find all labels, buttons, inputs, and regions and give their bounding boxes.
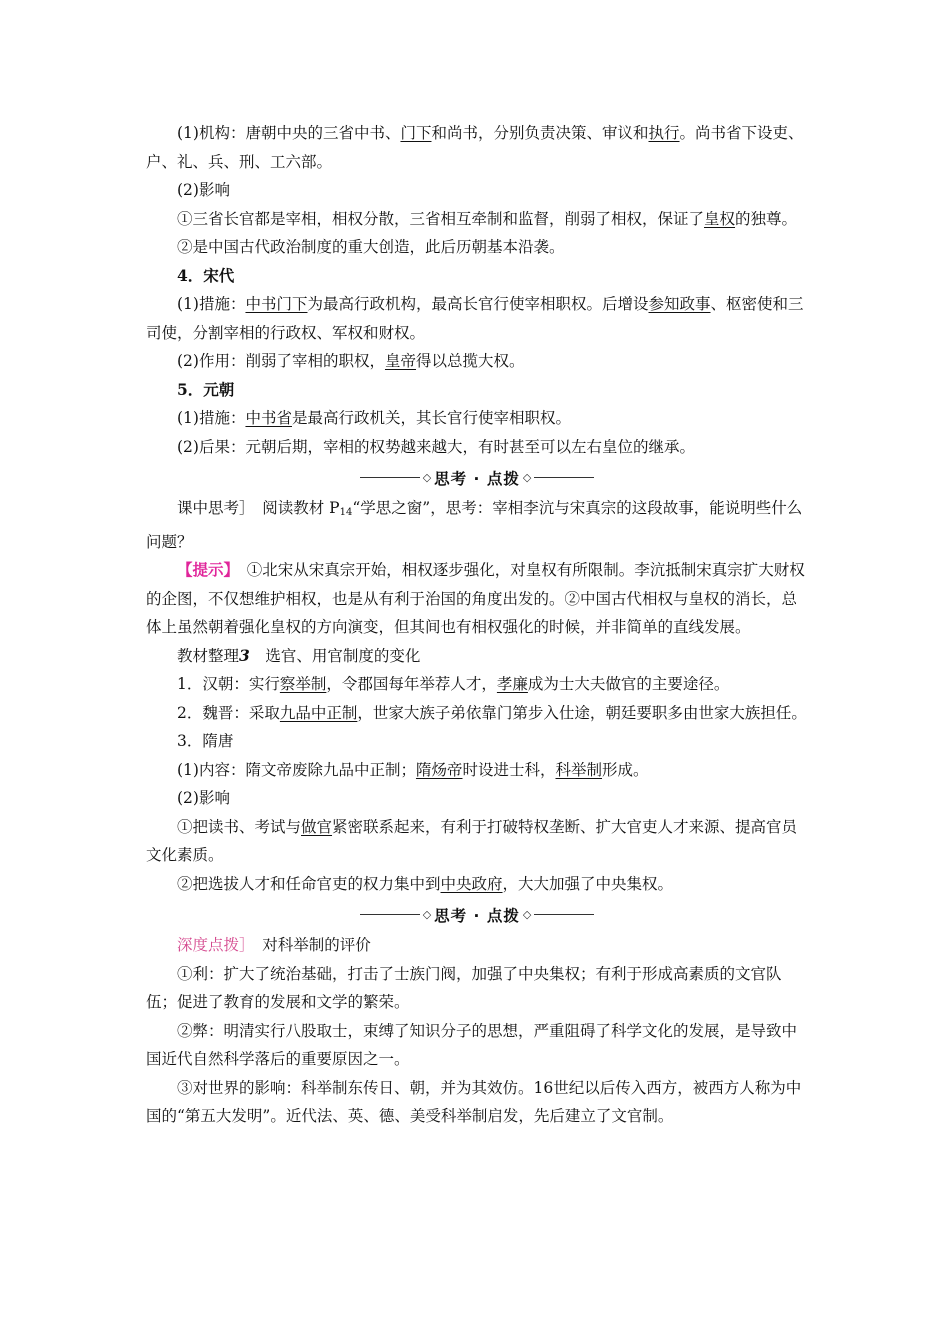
underlined-answer: 皇帝 (384, 352, 416, 370)
paragraph: (2)影响 (177, 789, 230, 807)
underlined-answer: 参知政事 (648, 295, 711, 313)
paragraph: ①把读书、考试与做官紧密联系起来，有利于打破特权垄断、扩大官吏人才来源、提高官员文化素质。 (146, 817, 798, 864)
document-body (146, 119, 808, 1131)
analysis-label: 深度点拨］ (177, 936, 247, 954)
divider-label: 思考 · 点拨 (434, 469, 520, 488)
hint-label: 【提示】 (177, 560, 232, 579)
underlined-answer: 科举制 (555, 760, 603, 779)
section-divider (146, 898, 808, 931)
diamond-icon: ◇ (422, 908, 432, 921)
underlined-answer: 隋炀帝 (415, 760, 463, 779)
underlined-answer: 做官 (301, 817, 333, 836)
section-divider (146, 461, 808, 494)
underlined-answer: 执行 (648, 124, 680, 142)
paragraph: ①利：扩大了统治基础，打击了士族门阀，加强了中央集权；有利于形成高素质的文官队伍；促进了教育的发展和文学的繁荣。 (146, 964, 782, 1011)
analysis-title: 深度点拨］ 对科举制的评价 (177, 936, 371, 954)
paragraph: ②把选拔人才和任命官吏的权力集中到中央政府，大大加强了中央集权。 (177, 874, 674, 893)
paragraph: ②是中国古代政治制度的重大创造，此后历朝基本沿袭。 (177, 238, 565, 256)
section-heading: 3．隋唐 (177, 732, 234, 750)
section-heading: 4．宋代 (177, 265, 235, 285)
paragraph: 2．魏晋：采取九品中正制，世家大族子弟依靠门第步入仕途，朝廷要职多由世家大族担任。 (177, 703, 807, 722)
underlined-answer: 中书门下 (245, 295, 308, 313)
paragraph: ③对世界的影响：科举制东传日、朝，并为其效仿。16世纪以后传入西方，被西方人称为中国的“第五大发明”。近代法、英、德、美受科举制启发，先后建立了文官制。 (146, 1078, 802, 1125)
paragraph: ②弊：明清实行八股取士，束缚了知识分子的思想，严重阻碍了科学文化的发展，是导致中国近代自然科学落后的重要原因之一。 (146, 1021, 798, 1068)
divider-line (534, 477, 594, 478)
hint-paragraph: 【提示】 ①北宋从宋真宗开始，相权逐步强化，对皇权有所限制。李沆抵制宋真宗扩大财权的企图，不仅想维护相权，也是从有利于治国的角度出发的。②中国古代相权与皇权的消长，总体上虽然朝着强化皇权的方向演变，但其间也有相权强化的时候，并非简单的直线发展。 (146, 560, 805, 636)
paragraph: 1．汉朝：实行察举制，令郡国每年举荐人才，孝廉成为士大夫做官的主要途径。 (177, 675, 730, 693)
underlined-answer: 察举制 (279, 675, 327, 693)
section-heading: 5．元朝 (177, 379, 235, 399)
paragraph: (2)后果：元朝后期，宰相的权势越来越大，有时甚至可以左右皇位的继承。 (177, 437, 695, 456)
divider-line (534, 914, 594, 915)
question-paragraph: 课中思考］ 阅读教材 $P_{14}“$学思之窗”，思考：宰相李沆与宋真宗的这段故事，能说明些什么问题？ (146, 499, 803, 551)
paragraph: (1)措施：中书省是最高行政机关，其长官行使宰相职权。 (177, 409, 571, 427)
diamond-icon: ◇ (522, 908, 532, 921)
divider-line (360, 914, 420, 915)
underlined-answer: 孝廉 (496, 675, 528, 693)
underlined-answer: 皇权 (704, 209, 736, 228)
paragraph: (2)作用：削弱了宰相的职权，皇帝得以总揽大权。 (177, 352, 525, 370)
paragraph: (1)内容：隋文帝废除九品中正制；隋炀帝时设进士科，科举制形成。 (177, 760, 649, 779)
paragraph: ①三省长官都是宰相，相权分散，三省相互牵制和监督，削弱了相权，保证了皇权的独尊。 (177, 209, 798, 228)
underlined-answer: 中央政府 (440, 874, 503, 893)
divider-line (360, 477, 420, 478)
underlined-answer: 门下 (400, 124, 432, 142)
diamond-icon: ◇ (422, 471, 432, 484)
paragraph: (1)措施：中书门下为最高行政机构，最高长官行使宰相职权。后增设参知政事、枢密使和三司使，分割宰相的行政权、军权和财权。 (146, 295, 804, 342)
underlined-answer: 中书省 (245, 409, 292, 427)
underlined-answer: 九品中正制 (279, 703, 358, 722)
diamond-icon: ◇ (522, 471, 532, 484)
paragraph: (2)影响 (177, 181, 230, 199)
section-title: 教材整理3 选官、用官制度的变化 (177, 645, 421, 665)
paragraph: (1)机构：唐朝中央的三省中书、门下和尚书，分别负责决策、审议和执行。尚书省下设吏、户、礼、兵、刑、工六部。 (146, 124, 804, 171)
divider-label: 思考 · 点拨 (434, 906, 520, 925)
